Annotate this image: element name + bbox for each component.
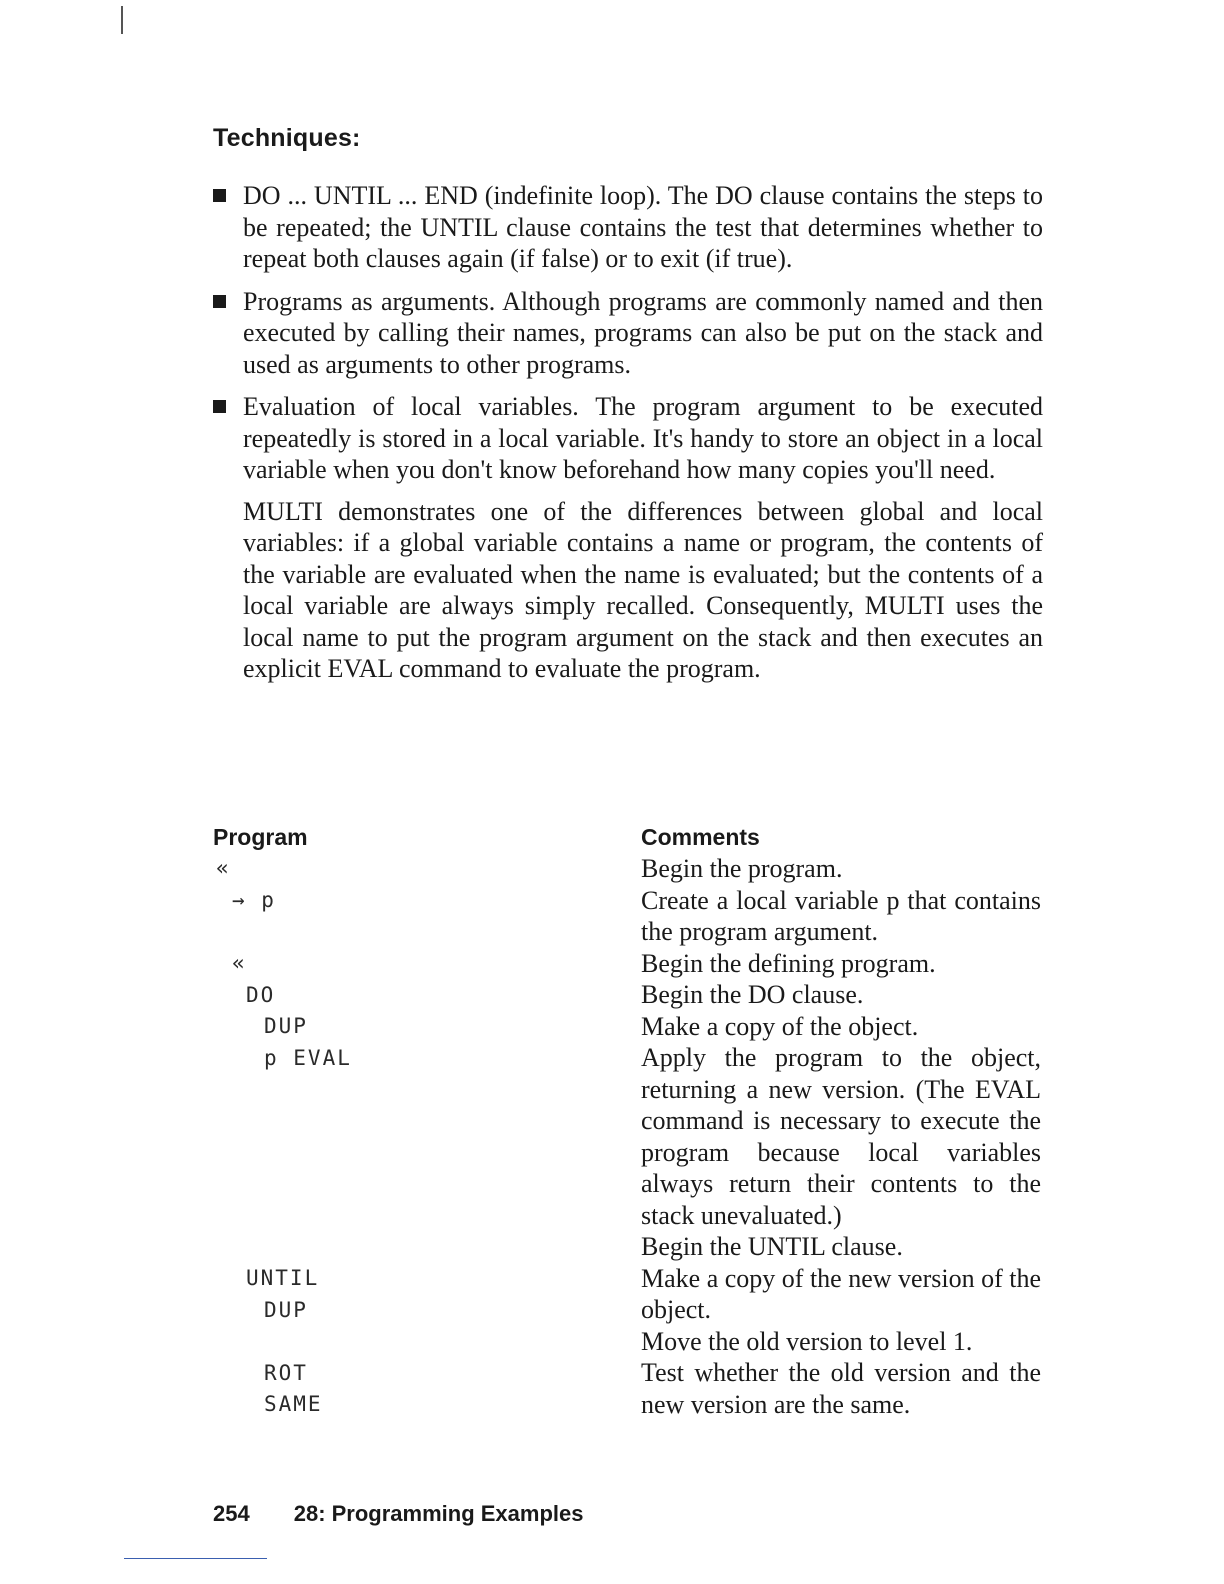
comment-text: Begin the defining program. <box>641 948 936 978</box>
comment-text: Make a copy of the object. <box>641 1011 919 1041</box>
code-line: p EVAL <box>264 1046 352 1070</box>
code-line: → p <box>232 888 276 912</box>
comment-text: Make a copy of the new version of the object. <box>641 1263 1041 1324</box>
bullet-square-icon <box>213 189 226 202</box>
bullet-item <box>213 286 1043 381</box>
bullet-square-icon <box>213 295 226 308</box>
comments-column-header: Comments <box>641 824 760 850</box>
comment-text: Move the old version to level 1. <box>641 1326 973 1356</box>
code-line: DO <box>246 983 276 1007</box>
code-line: « <box>216 856 231 880</box>
code-line: DUP <box>264 1298 308 1322</box>
bullet-text: Programs as arguments. Although programs are commonly named and then executed by calling their names, programs can also be put on the stack and used as arguments to other programs. <box>243 286 1043 379</box>
program-column-header: Program <box>213 824 308 850</box>
comments-column <box>641 853 1041 1420</box>
code-line: ROT <box>264 1361 308 1385</box>
comment-text: Create a local variable p that contains the program argument. <box>641 885 1041 946</box>
comment-text: Test whether the old version and the new version are the same. <box>641 1358 1041 1419</box>
code-line: DUP <box>264 1014 308 1038</box>
chapter-title: 28: Programming Examples <box>293 1501 584 1526</box>
bullet-square-icon <box>213 400 226 413</box>
code-line: UNTIL <box>246 1266 320 1290</box>
comment-text: Begin the program. <box>641 854 843 883</box>
margin-mark <box>121 6 123 34</box>
explanation-paragraph: MULTI demonstrates one of the differences between global and local variables: if a global variable contains a name or program, the contents of the variable are evaluated when the name is evaluated; but the contents of a local variable are always simply recalled. Consequently, MULTI uses the local name to put the program argument on the stack and then executes an explicit EVAL command to evaluate the program. <box>243 496 1043 683</box>
page-footer <box>213 1501 584 1527</box>
techniques-list <box>213 180 1043 685</box>
bullet-item <box>213 391 1043 486</box>
code-line: SAME <box>264 1392 323 1416</box>
comment-text: Begin the DO clause. <box>641 980 864 1009</box>
comment-text: Apply the program to the object, returning a new version. (The EVAL command is necessary to execute the program because local variables always return their contents to the stack unevaluated.) <box>641 1043 1041 1230</box>
page-number: 254 <box>213 1501 250 1526</box>
bullet-item <box>213 180 1043 275</box>
bottom-rule <box>124 1558 267 1559</box>
section-heading: Techniques: <box>213 124 361 152</box>
bullet-text: DO ... UNTIL ... END (indefinite loop). The DO clause contains the steps to be repeated; the UNTIL clause contains the test that determines whether to repeat both clauses again (if false) or to exit (if true). <box>243 181 1043 273</box>
code-line: « <box>232 951 247 975</box>
comment-text: Begin the UNTIL clause. <box>641 1232 903 1261</box>
bullet-text: Evaluation of local variables. The program argument to be executed repeatedly is stored in a local variable. It's handy to store an object in a local variable when you don't know beforehand how many copies you'll need. <box>243 392 1043 484</box>
